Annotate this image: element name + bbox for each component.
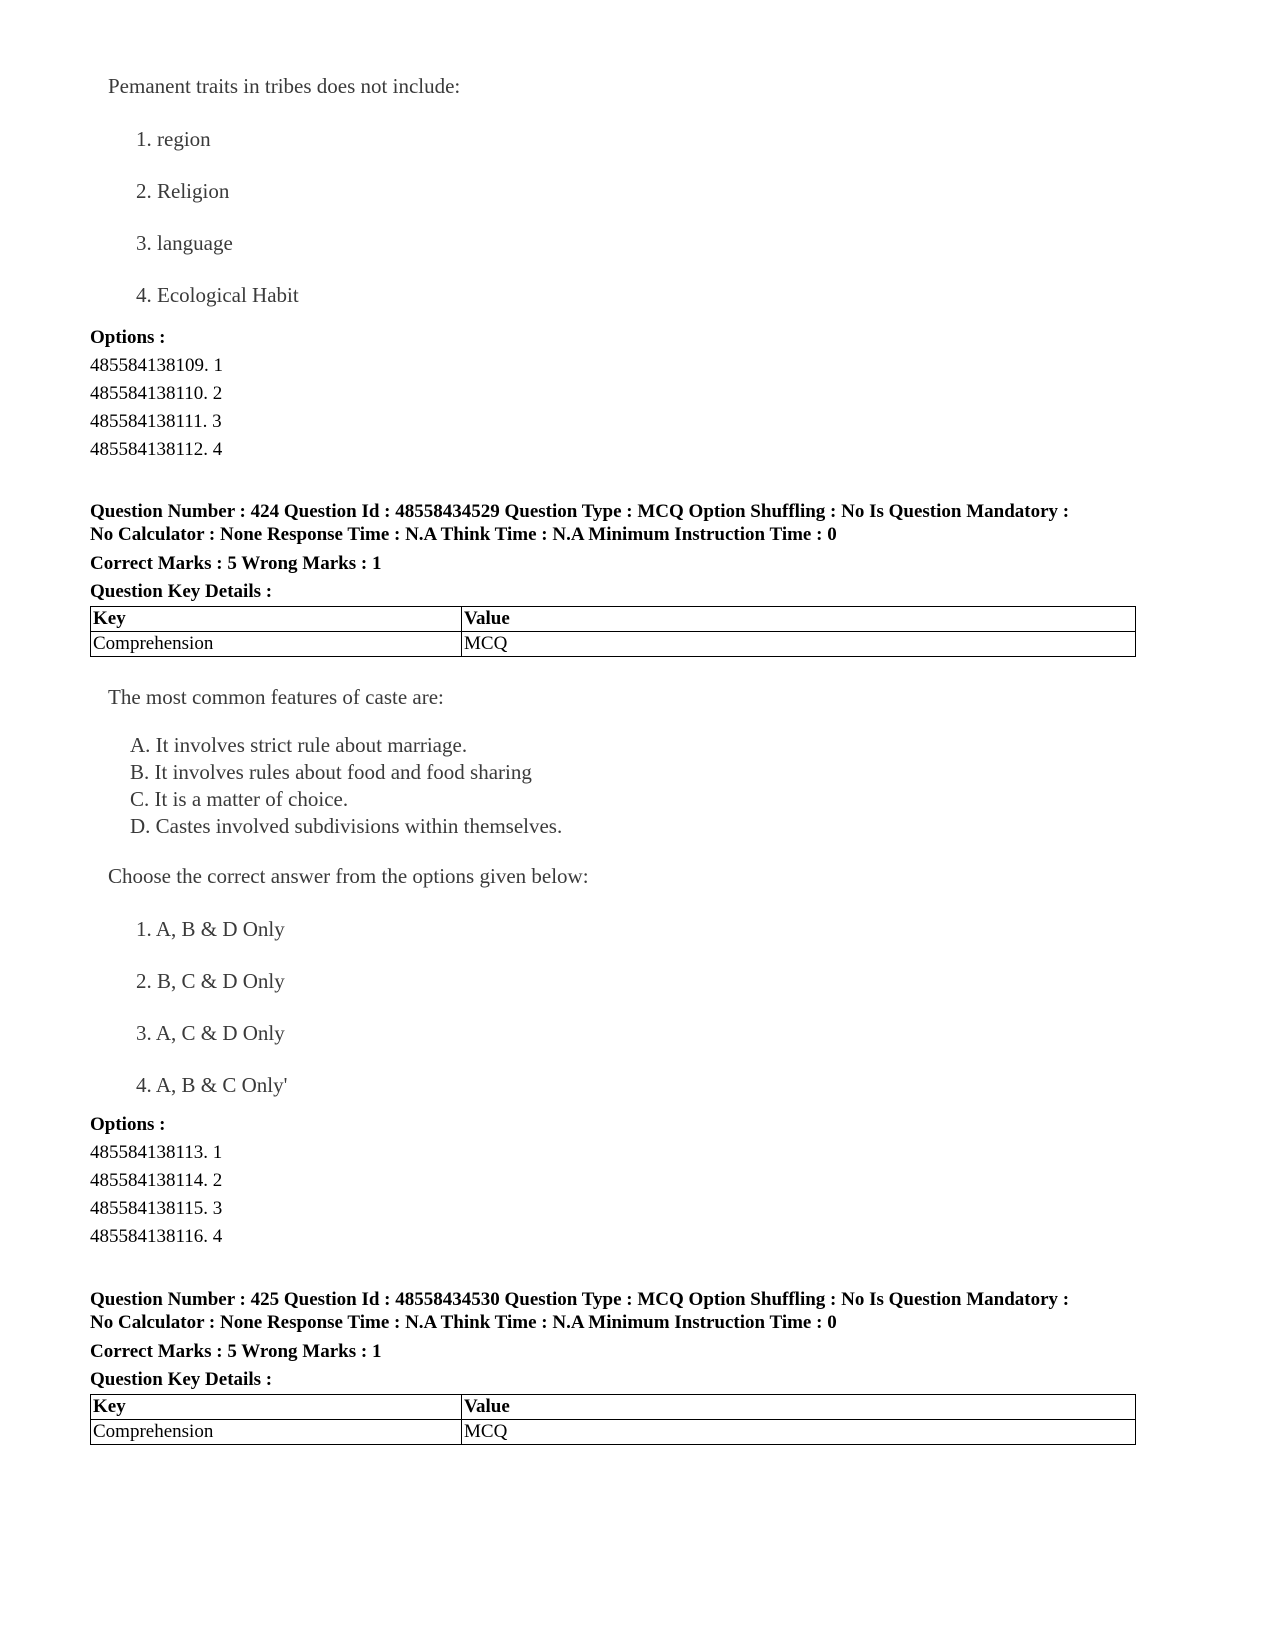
option-line: 485584138113. 1 [90,1142,223,1163]
table-cell: Comprehension [91,632,462,657]
question-424-options [90,1111,1180,1251]
key-details-table [90,606,1136,657]
question-424-choice: 1. A, B & D Only [136,917,285,941]
question-header-line: Question Number : 425 Question Id : 48558434530 Question Type : MCQ Option Shuffling : No Is Question Mandatory : [90,1289,1070,1310]
options-title: Options : [90,1114,166,1135]
question-header-line: No Calculator : None Response Time : N.A Think Time : N.A Minimum Instruction Time : 0 [90,1312,837,1333]
marks-line: Correct Marks : 5 Wrong Marks : 1 [90,1341,382,1362]
question-424-statements [108,732,589,840]
statement: A. It involves strict rule about marriage. [130,733,468,757]
table-header-value: Value [462,1395,1136,1420]
key-details-title: Question Key Details : [90,1369,273,1390]
question-424-header [90,500,1180,657]
question-1-choice: 1. region [136,127,211,151]
table-header-value: Value [462,607,1136,632]
statement: B. It involves rules about food and food sharing [130,760,532,784]
options-title: Options : [90,327,166,348]
table-row [91,1420,1136,1445]
table-row [91,632,1136,657]
option-line: 485584138109. 1 [90,355,223,376]
option-line: 485584138110. 2 [90,383,223,404]
question-1-choice: 4. Ecological Habit [136,283,299,307]
question-424-choice: 2. B, C & D Only [136,969,285,993]
question-1-options [90,324,1180,464]
question-424-image [108,683,589,1111]
question-header-line: Question Number : 424 Question Id : 48558434529 Question Type : MCQ Option Shuffling : No Is Question Mandatory : [90,501,1070,522]
question-425-header [90,1288,1180,1445]
question-1-choices [108,113,460,321]
table-header-row [91,607,1136,632]
statement: C. It is a matter of choice. [130,787,349,811]
key-details-title: Question Key Details : [90,581,273,602]
option-line: 485584138112. 4 [90,439,223,460]
table-header-key: Key [91,607,462,632]
question-424-choices [108,903,589,1111]
table-cell: MCQ [462,632,1136,657]
table-cell: Comprehension [91,1420,462,1445]
question-424-instruction: Choose the correct answer from the options given below: [108,864,589,888]
question-424-stem: The most common features of caste are: [108,685,444,709]
question-header-line: No Calculator : None Response Time : N.A Think Time : N.A Minimum Instruction Time : 0 [90,524,837,545]
table-cell: MCQ [462,1420,1136,1445]
question-1-stem: Pemanent traits in tribes does not include: [108,74,461,98]
table-header-row [91,1395,1136,1420]
question-424-choice: 4. A, B & C Only' [136,1073,288,1097]
option-line: 485584138116. 4 [90,1226,223,1247]
question-1-image [108,72,460,321]
table-header-key: Key [91,1395,462,1420]
option-line: 485584138114. 2 [90,1170,223,1191]
question-1-choice: 2. Religion [136,179,230,203]
question-1-choice: 3. language [136,231,233,255]
statement: D. Castes involved subdivisions within themselves. [130,814,563,838]
marks-line: Correct Marks : 5 Wrong Marks : 1 [90,553,382,574]
option-line: 485584138111. 3 [90,411,222,432]
question-424-choice: 3. A, C & D Only [136,1021,285,1045]
key-details-table [90,1394,1136,1445]
option-line: 485584138115. 3 [90,1198,223,1219]
